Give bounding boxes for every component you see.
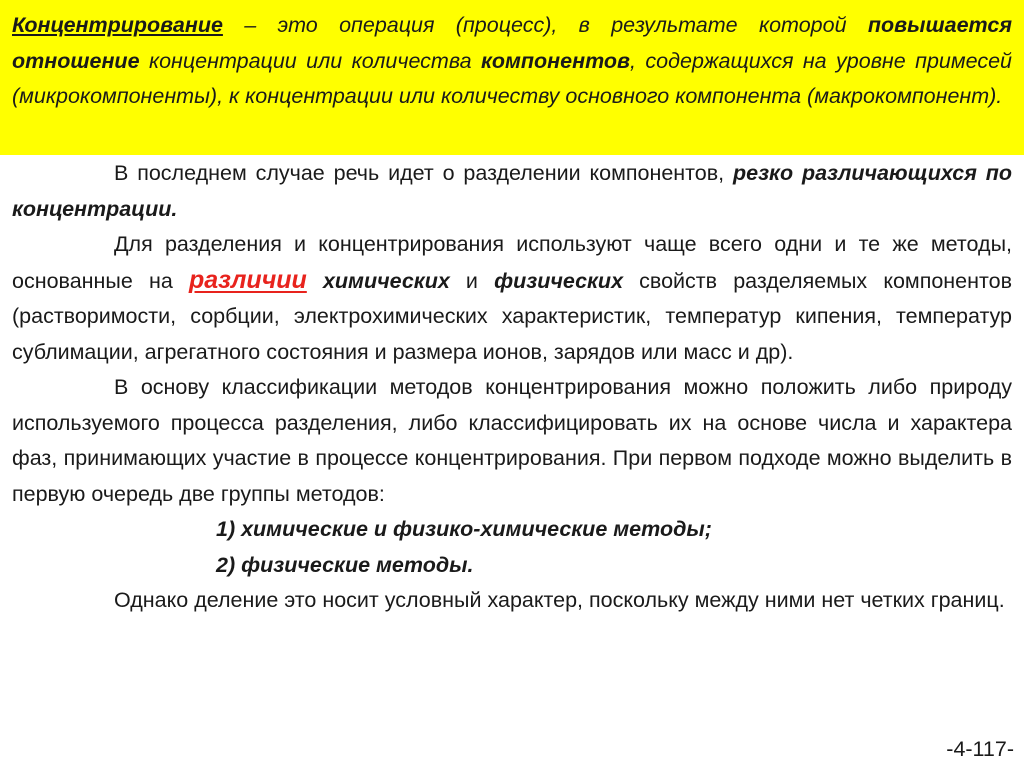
slide-body (12, 156, 1012, 619)
paragraph-2-space (307, 269, 323, 293)
paragraph-1-text: В последнем случае речь идет о разделении компонентов, (114, 161, 733, 185)
page-number: -4-117- (946, 737, 1014, 761)
paragraph-3: В основу классификации методов концентрирования можно положить либо природу используемого процесса разделения, либо классифицировать их на основе числа и характера фаз, принимающих участие в процессе концентрирования. При первом подходе можно выделить в первую очередь две группы методов: (12, 375, 1012, 506)
definition-emphasis-ratio: повышается отношение (12, 13, 1012, 73)
paragraph-1 (12, 156, 1012, 227)
definition-text-3: , содержащихся на уровне примесей (микрокомпоненты), к концентрации или количеству основного компонента (макрокомпонент). (12, 48, 1012, 108)
paragraph-2-and: и (449, 268, 495, 293)
method-list-item-2: 2) физические методы. (216, 552, 474, 577)
definition-emphasis-components: компонентов (480, 48, 631, 73)
paragraph-4: Однако деление это носит условный характер, поскольку между ними нет четких границ. (114, 588, 1005, 612)
paragraph-1-emphasis: резко различающихся по концентрации. (12, 161, 1013, 221)
definition-term: Концентрирование (12, 13, 223, 37)
method-list-item-1: 1) химические и физико-химические методы; (216, 517, 712, 541)
paragraph-2-physical: физических (494, 268, 624, 293)
paragraph-2 (12, 227, 1012, 370)
paragraph-2-chemical: химических (322, 268, 450, 293)
definition-text-1: – это операция (процесс), в результате которой (222, 13, 868, 37)
paragraph-2-highlight: различии (188, 265, 307, 294)
paragraph-2-text-1: Для разделения и концентрирования используют чаще всего одни и те же методы, основанные на (12, 232, 1012, 293)
definition-box (0, 0, 1024, 155)
paragraph-2-text-2: свойств разделяемых компонентов (растворимости, сорбции, электрохимических характеристик, температур кипения, температур сублимации, агрегатного состояния и размера ионов, зарядов или масс и др). (12, 268, 1012, 364)
definition-text-2: концентрации или количества (139, 48, 481, 73)
